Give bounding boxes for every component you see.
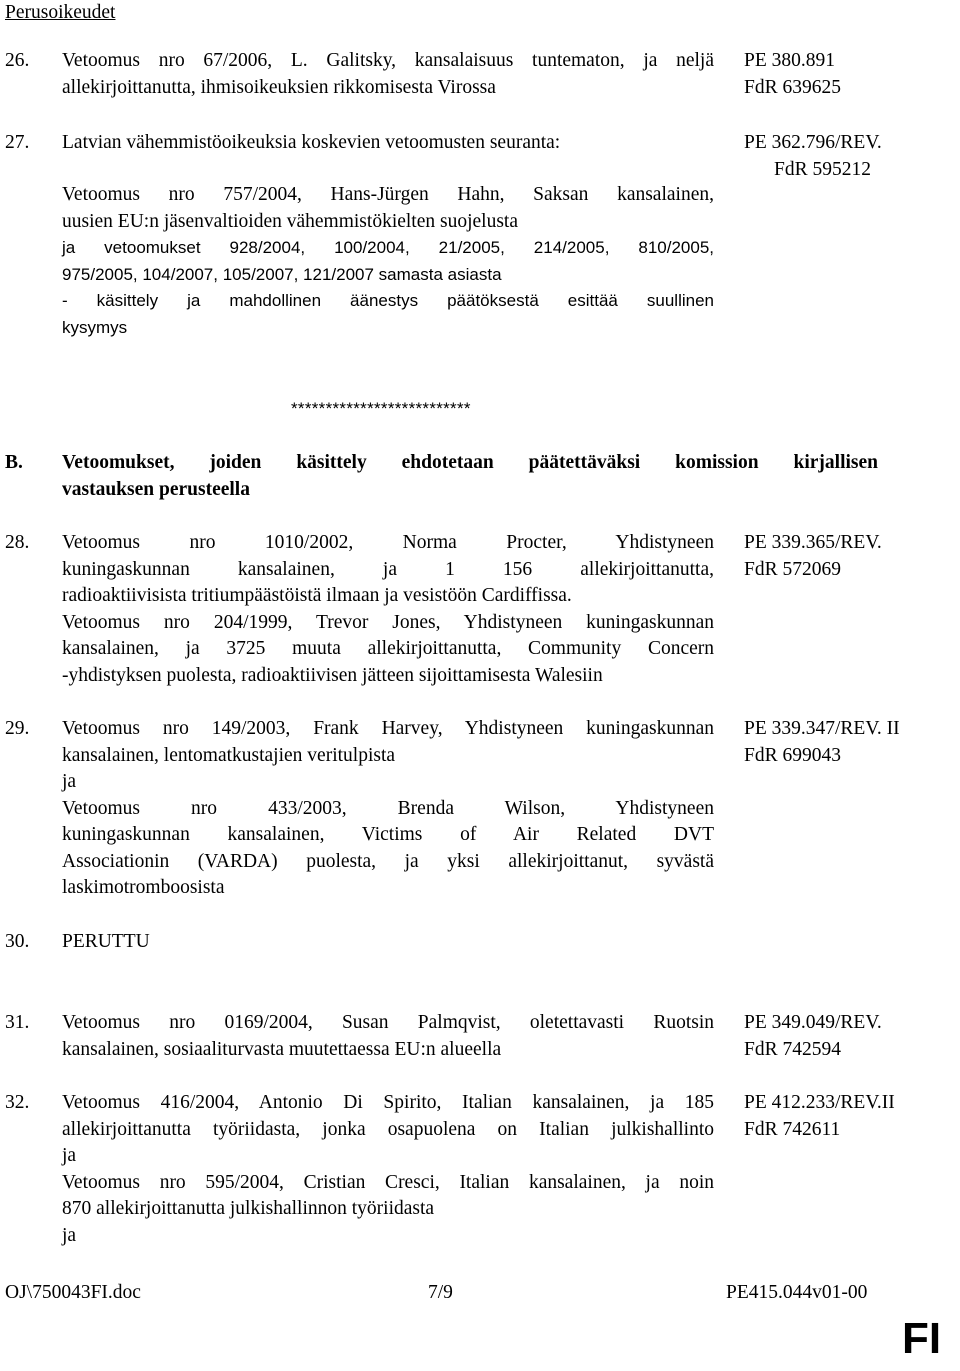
reference-fdr: FdR 639625	[744, 76, 841, 98]
section-b-heading	[62, 450, 878, 503]
reference-fdr: FdR 572069	[744, 558, 841, 580]
text-line: Vetoomus nro 757/2004, Hans-Jürgen Hahn, Saksan kansalainen,	[62, 184, 714, 205]
footer-document-code: PE415.044v01-00	[726, 1282, 868, 1303]
text-line: ja	[62, 1145, 77, 1166]
text-line: Vetoomukset, joiden käsittely ehdotetaan päätettäväksi komission kirjallisen	[62, 452, 878, 473]
item-number: 26.	[5, 50, 30, 71]
item-number: 30.	[5, 931, 30, 952]
item-number: 28.	[5, 532, 30, 553]
item-29-text	[62, 716, 714, 902]
reference-pe: PE 412.233/REV.II	[744, 1092, 895, 1113]
item-number: 29.	[5, 718, 30, 739]
text-line: kuningaskunnan kansalainen, ja 1 156 allekirjoittanutta,	[62, 558, 714, 580]
text-line: Vetoomus nro 595/2004, Cristian Cresci, Italian kansalainen, ja noin	[62, 1171, 714, 1193]
separator-line: **************************	[291, 399, 471, 418]
text-line: kansalainen, ja 3725 muuta allekirjoittanutta, Community Concern	[62, 638, 714, 659]
page-header-title: Perusoikeudet	[5, 2, 116, 23]
item-26-text	[62, 48, 714, 101]
text-line: ja	[62, 771, 77, 792]
item-number: 32.	[5, 1092, 30, 1113]
item-28-reference	[744, 530, 882, 583]
text-line: Associationin (VARDA) puolesta, ja yksi allekirjoittanut, syvästä	[62, 850, 714, 872]
reference-pe: PE 362.796/REV.	[744, 132, 882, 153]
reference-fdr: FdR 742611	[744, 1118, 841, 1140]
item-27-intro: Latvian vähemmistöoikeuksia koskevien vetoomusten seuranta:	[62, 132, 561, 153]
reference-pe: PE 380.891	[744, 50, 836, 71]
text-line: ja vetoomukset 928/2004, 100/2004, 21/2005, 214/2005, 810/2005,	[62, 238, 714, 257]
text-line: allekirjoittanutta, ihmisoikeuksien rikkomisesta Virossa	[62, 76, 496, 98]
text-line: Vetoomus nro 1010/2002, Norma Procter, Yhdistyneen	[62, 532, 714, 553]
reference-fdr: FdR 595212	[774, 158, 871, 180]
text-line: Vetoomus nro 204/1999, Trevor Jones, Yhdistyneen kuningaskunnan	[62, 611, 714, 633]
item-26-reference	[744, 48, 841, 101]
text-line: Vetoomus nro 433/2003, Brenda Wilson, Yhdistyneen	[62, 797, 714, 819]
item-32-text	[62, 1090, 714, 1249]
text-line: allekirjoittanutta työriidasta, jonka osapuolena on Italian julkishallinto	[62, 1118, 714, 1140]
text-line: Vetoomus nro 67/2006, L. Galitsky, kansalaisuus tuntematon, ja neljä	[62, 50, 714, 71]
item-32-reference	[744, 1090, 895, 1143]
item-30-text: PERUTTU	[62, 931, 150, 952]
text-line: 870 allekirjoittanutta julkishallinnon työriidasta	[62, 1198, 435, 1219]
text-line: radioaktiivisista tritiumpäästöistä ilmaan ja vesistöön Cardiffissa.	[62, 585, 572, 606]
text-line: Vetoomus nro 149/2003, Frank Harvey, Yhdistyneen kuningaskunnan	[62, 718, 714, 739]
footer-language-code: FI	[902, 1314, 942, 1363]
reference-fdr: FdR 742594	[744, 1038, 841, 1060]
reference-fdr: FdR 699043	[744, 744, 841, 766]
text-line: ja	[62, 1224, 77, 1246]
item-number: 27.	[5, 132, 30, 153]
item-29-reference	[744, 716, 900, 769]
footer-filename: OJ\750043FI.doc	[5, 1282, 141, 1303]
text-line: kuningaskunnan kansalainen, Victims of Air Related DVT	[62, 824, 714, 845]
item-27-text	[62, 182, 714, 341]
text-line: uusien EU:n jäsenvaltioiden vähemmistökielten suojelusta	[62, 210, 518, 232]
reference-pe: PE 349.049/REV.	[744, 1012, 882, 1033]
text-line: Vetoomus nro 0169/2004, Susan Palmqvist, oletettavasti Ruotsin	[62, 1012, 714, 1033]
text-line: vastauksen perusteella	[62, 478, 250, 500]
text-line: Vetoomus 416/2004, Antonio Di Spirito, Italian kansalainen, ja 185	[62, 1092, 714, 1113]
text-line: 975/2005, 104/2007, 105/2007, 121/2007 samasta asiasta	[62, 264, 502, 284]
text-line: kysymys	[62, 317, 128, 337]
item-27-reference	[744, 130, 882, 183]
text-line: - käsittely ja mahdollinen äänestys päätöksestä esittää suullinen	[62, 291, 714, 310]
item-number: 31.	[5, 1012, 30, 1033]
text-line: kansalainen, lentomatkustajien veritulpista	[62, 744, 396, 766]
footer-page-number: 7/9	[428, 1282, 453, 1303]
reference-pe: PE 339.347/REV. II	[744, 718, 900, 739]
section-letter: B.	[5, 452, 23, 473]
item-31-reference	[744, 1010, 882, 1063]
text-line: kansalainen, sosiaaliturvasta muutettaessa EU:n alueella	[62, 1038, 502, 1060]
reference-pe: PE 339.365/REV.	[744, 532, 882, 553]
text-line: -yhdistyksen puolesta, radioaktiivisen jätteen sijoittamisesta Walesiin	[62, 664, 603, 686]
item-28-text	[62, 530, 714, 689]
item-31-text	[62, 1010, 714, 1063]
text-line: laskimotromboosista	[62, 877, 225, 898]
